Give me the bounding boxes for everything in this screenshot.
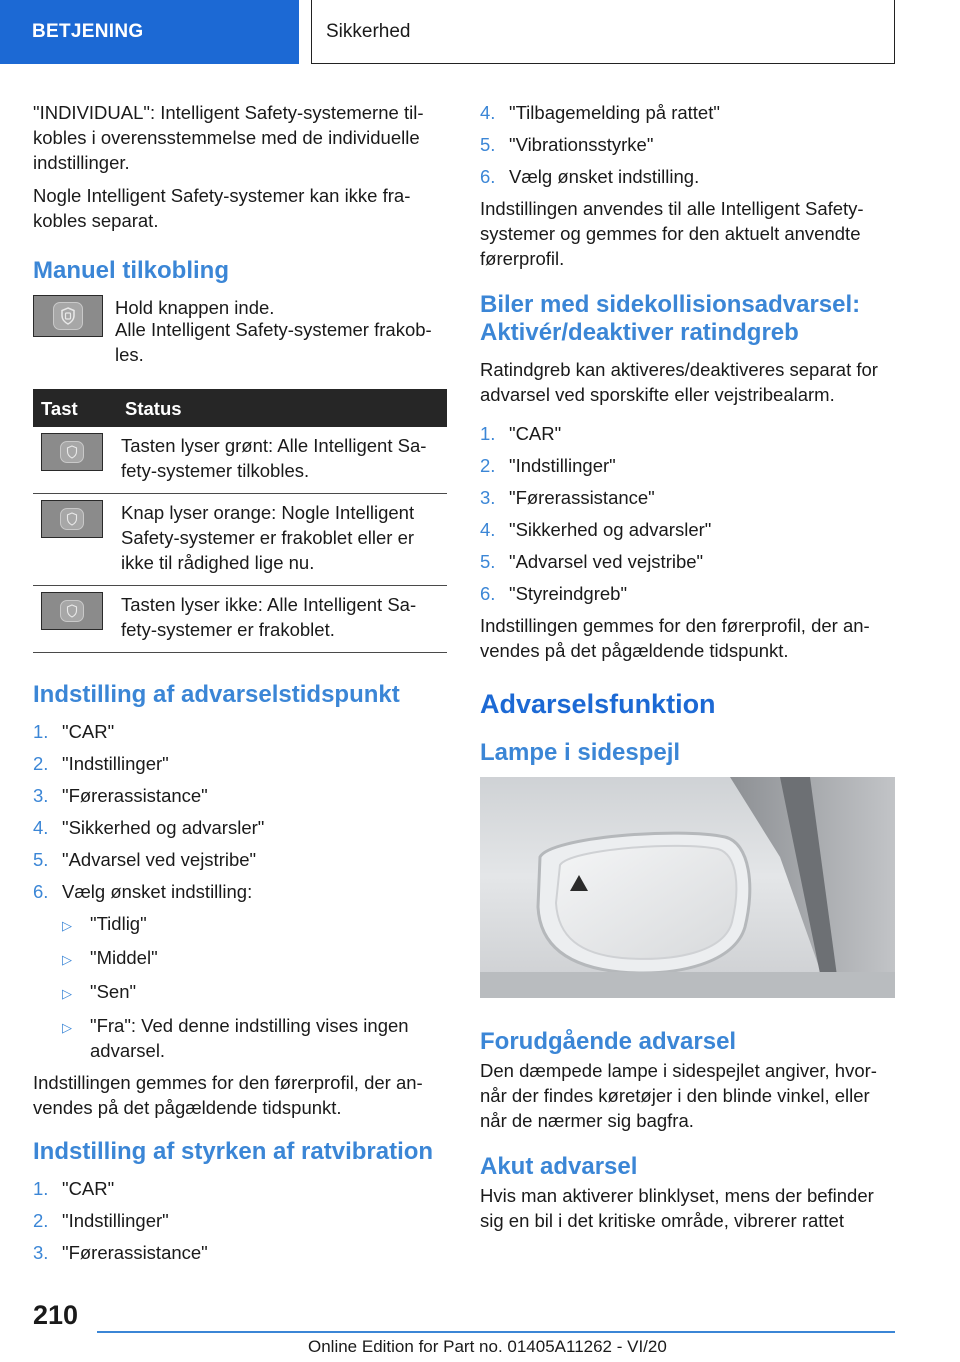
list-item: 6. Vælg ønsket indstilling: <box>33 881 253 902</box>
timing-steps <box>33 719 447 904</box>
vibration-steps <box>33 1176 447 1265</box>
heading-vibration: Indstilling af styrken af ratvibration <box>33 1138 434 1165</box>
side-steps <box>480 421 896 606</box>
list-item: 3. "Førerassistance" <box>480 487 655 508</box>
heading-pre-warning: Forudgående advarsel <box>480 1028 737 1055</box>
list-item: 5. "Vibrationsstyrke" <box>480 134 654 155</box>
safety-button-image <box>41 592 103 630</box>
table-row <box>33 586 447 653</box>
safety-shield-icon <box>60 600 84 622</box>
footer-divider <box>97 1331 895 1333</box>
safety-button-image <box>41 433 103 471</box>
table-header-key: Tast <box>33 389 117 427</box>
list-item: ▷ "Middel" <box>62 945 447 972</box>
triangle-bullet-icon: ▷ <box>62 986 72 1001</box>
acute-warning-text: Hvis man aktiverer blinklyset, mens der befinder sig en bil i det kritiske område, vibrerer rattet <box>480 1185 874 1231</box>
list-item: 2. "Indstillinger" <box>480 455 616 476</box>
timing-note: Indstillingen gemmes for den førerprofil, der anvendes på det pågældende tidspunkt. <box>33 1072 423 1118</box>
table-header-status: Status <box>117 389 447 427</box>
page-number: 210 <box>33 1300 79 1330</box>
triangle-bullet-icon: ▷ <box>62 952 72 967</box>
section-label: BETJENING <box>32 21 144 42</box>
section-tab <box>0 0 299 64</box>
intro-paragraph-2: Nogle Intelligent Safety-systemer kan ikke frakobles separat. <box>33 185 411 231</box>
side-mirror-image <box>480 777 895 998</box>
status-table <box>33 389 447 653</box>
safety-shield-icon <box>60 508 84 530</box>
list-item: 2. "Indstillinger" <box>33 753 169 774</box>
pre-warning-text: Den dæmpede lampe i sidespejlet angiver, hvornår der findes køretøjer i den blinde vinkel, eller når de nærmer sig bagfra. <box>480 1060 877 1131</box>
safety-shield-icon <box>53 302 83 330</box>
side-note: Indstillingen gemmes for den førerprofil, der anvendes på det pågældende tidspunkt. <box>480 615 870 661</box>
table-row <box>33 427 447 494</box>
safety-button-image <box>41 500 103 538</box>
list-item: 3. "Førerassistance" <box>33 785 208 806</box>
manual-step-hold: Hold knappen inde. <box>115 297 275 318</box>
right-column <box>480 100 896 1241</box>
status-text: Knap lyser orange: Nogle Intelligent Safety-systemer er frakoblet eller er ikke til rådighed lige nu. <box>117 494 447 586</box>
footer-edition: Online Edition for Part no. 01405A11262 - VI/20 <box>308 1337 667 1356</box>
left-column <box>33 100 447 1272</box>
heading-manual: Manuel tilkobling <box>33 257 229 284</box>
safety-shield-icon <box>60 441 84 463</box>
heading-side-collision: Biler med sidekollisionsadvarsel: Aktivér/deaktiver ratindgreb <box>480 291 861 346</box>
list-item: 4. "Tilbagemelding på rattet" <box>480 102 720 123</box>
vibration-note: Indstillingen anvendes til alle Intelligent Safety-systemer og gemmes for den aktuelt anvendte førerprofil. <box>480 198 864 269</box>
list-item: ▷ "Tidlig" <box>62 911 447 938</box>
timing-options <box>33 911 447 1063</box>
list-item: ▷ "Fra": Ved denne indstilling vises ingen advarsel. <box>62 1015 409 1061</box>
heading-timing: Indstilling af advarselstidspunkt <box>33 681 400 708</box>
manual-result: Alle Intelligent Safety-systemer frakobles. <box>115 319 432 365</box>
list-item: 5. "Advarsel ved vejstribe" <box>33 849 257 870</box>
list-item: 4. "Sikkerhed og advarsler" <box>480 519 712 540</box>
triangle-bullet-icon: ▷ <box>62 918 72 933</box>
list-item: 1. "CAR" <box>33 1178 115 1199</box>
heading-acute-warning: Akut advarsel <box>480 1153 638 1180</box>
vibration-steps-continued <box>480 100 896 189</box>
table-row <box>33 494 447 586</box>
list-item: 3. "Førerassistance" <box>33 1242 208 1263</box>
list-item: 1. "CAR" <box>480 423 562 444</box>
list-item: 4. "Sikkerhed og advarsler" <box>33 817 265 838</box>
heading-mirror-lamp: Lampe i sidespejl <box>480 739 681 766</box>
side-intro: Ratindgreb kan aktiveres/deaktiveres separat for advarsel ved sporskifte eller vejstribealarm. <box>480 359 878 405</box>
list-item: 6. "Styreindgreb" <box>480 583 628 604</box>
list-item: ▷ "Sen" <box>62 979 447 1006</box>
status-text: Tasten lyser ikke: Alle Intelligent Safety-systemer er frakoblet. <box>117 586 447 653</box>
intro-paragraph-1: "INDIVIDUAL": Intelligent Safety-systemerne tilkobles i overensstemmelse med de individuelle indstillinger. <box>33 102 424 173</box>
chapter-label: Sikkerhed <box>326 20 411 42</box>
status-text: Tasten lyser grønt: Alle Intelligent Safety-systemer tilkobles. <box>117 427 447 494</box>
list-item: 5. "Advarsel ved vejstribe" <box>480 551 704 572</box>
safety-button-image <box>33 295 103 337</box>
heading-warning-function: Advarselsfunktion <box>480 689 716 719</box>
list-item: 6. Vælg ønsket indstilling. <box>480 166 700 187</box>
list-item: 1. "CAR" <box>33 721 115 742</box>
list-item: 2. "Indstillinger" <box>33 1210 169 1231</box>
chapter-tab <box>311 0 895 64</box>
triangle-bullet-icon: ▷ <box>62 1020 72 1035</box>
